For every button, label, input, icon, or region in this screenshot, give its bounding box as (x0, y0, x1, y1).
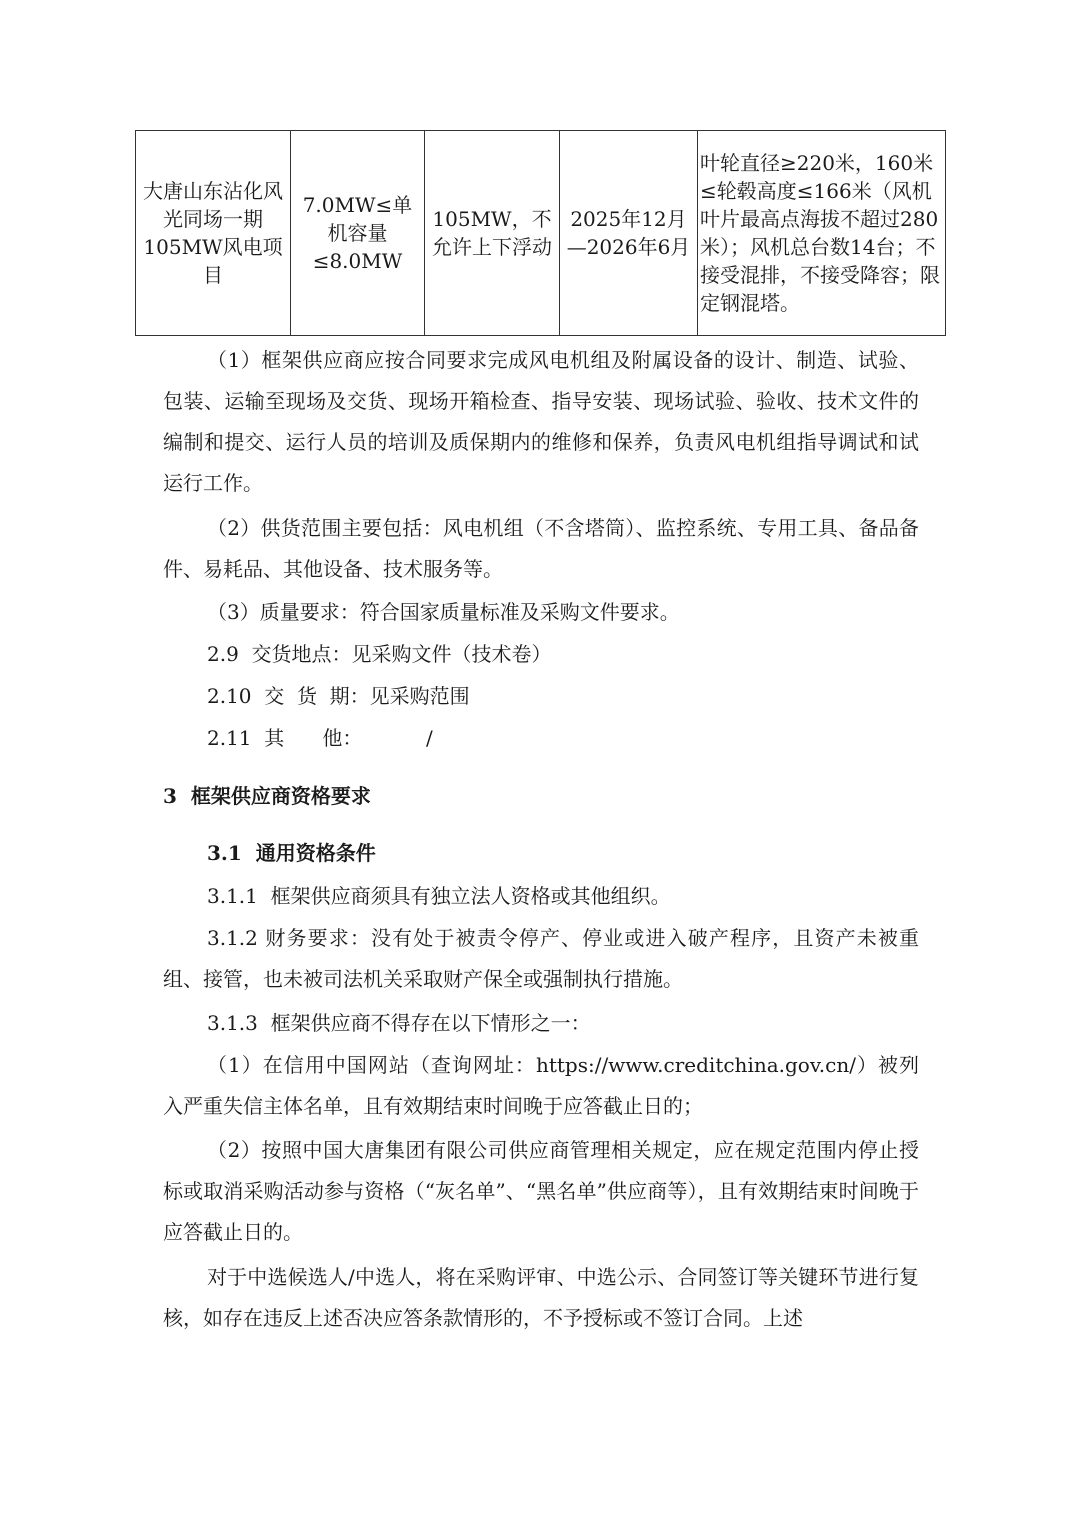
clause-3-1-3-item-2: （2）按照中国大唐集团有限公司供应商管理相关规定，应在规定范围内停止授标或取消采购活动参与资格（“灰名单”、“黑名单”供应商等），且有效期结束时间晚于应答截止日的。 (163, 1138, 919, 1244)
quality-requirement: （3）质量要求：符合国家质量标准及采购文件要求。 (207, 600, 680, 624)
table-row (136, 131, 946, 336)
procurement-scope-table (135, 130, 946, 336)
technical-requirements-cell: 叶轮直径≥220米，160米≤轮毂高度≤166米（风机叶片最高点海拔不超过280米）；风机总台数14台；不接受混排，不接受降容；限定钢混塔。 (698, 131, 946, 336)
section-heading-3-1: 3.1 通用资格条件 (207, 841, 376, 865)
project-name-cell: 大唐山东沾化风光同场一期105MW风电项目 (136, 131, 291, 336)
clause-3-1-1: 3.1.1 框架供应商须具有独立法人资格或其他组织。 (207, 884, 671, 908)
clause-3-1-3: 3.1.3 框架供应商不得存在以下情形之一： (207, 1011, 591, 1035)
delivery-period: 2.10 交 货 期：见采购范围 (207, 684, 470, 708)
clause-3-1-3-item-1: （1）在信用中国网站（查询网址：https://www.creditchina.gov.cn/）被列入严重失信主体名单，且有效期结束时间晚于应答截止日的； (163, 1053, 919, 1118)
total-capacity-cell: 105MW，不允许上下浮动 (425, 131, 560, 336)
review-paragraph: 对于中选候选人/中选人，将在采购评审、中选公示、合同签订等关键环节进行复核，如存在违反上述否决应答条款情形的，不予授标或不签订合同。上述 (163, 1265, 919, 1330)
section-heading-3: 3 框架供应商资格要求 (163, 784, 371, 808)
other-item: 2.11 其 他： / (207, 726, 433, 750)
unit-capacity-cell: 7.0MW≤单机容量≤8.0MW (291, 131, 425, 336)
delivery-location: 2.9 交货地点：见采购文件（技术卷） (207, 642, 552, 666)
scope-paragraph-2: （2）供货范围主要包括：风电机组（不含塔筒）、监控系统、专用工具、备品备件、易耗品、其他设备、技术服务等。 (163, 516, 919, 581)
delivery-time-cell: 2025年12月—2026年6月 (560, 131, 698, 336)
clause-3-1-2: 3.1.2 财务要求：没有处于被责令停产、停业或进入破产程序，且资产未被重组、接管，也未被司法机关采取财产保全或强制执行措施。 (163, 926, 919, 991)
scope-paragraph-1: （1）框架供应商应按合同要求完成风电机组及附属设备的设计、制造、试验、包装、运输至现场及交货、现场开箱检查、指导安装、现场试验、验收、技术文件的编制和提交、运行人员的培训及质保期内的维修和保养，负责风电机组指导调试和试运行工作。 (163, 348, 919, 495)
